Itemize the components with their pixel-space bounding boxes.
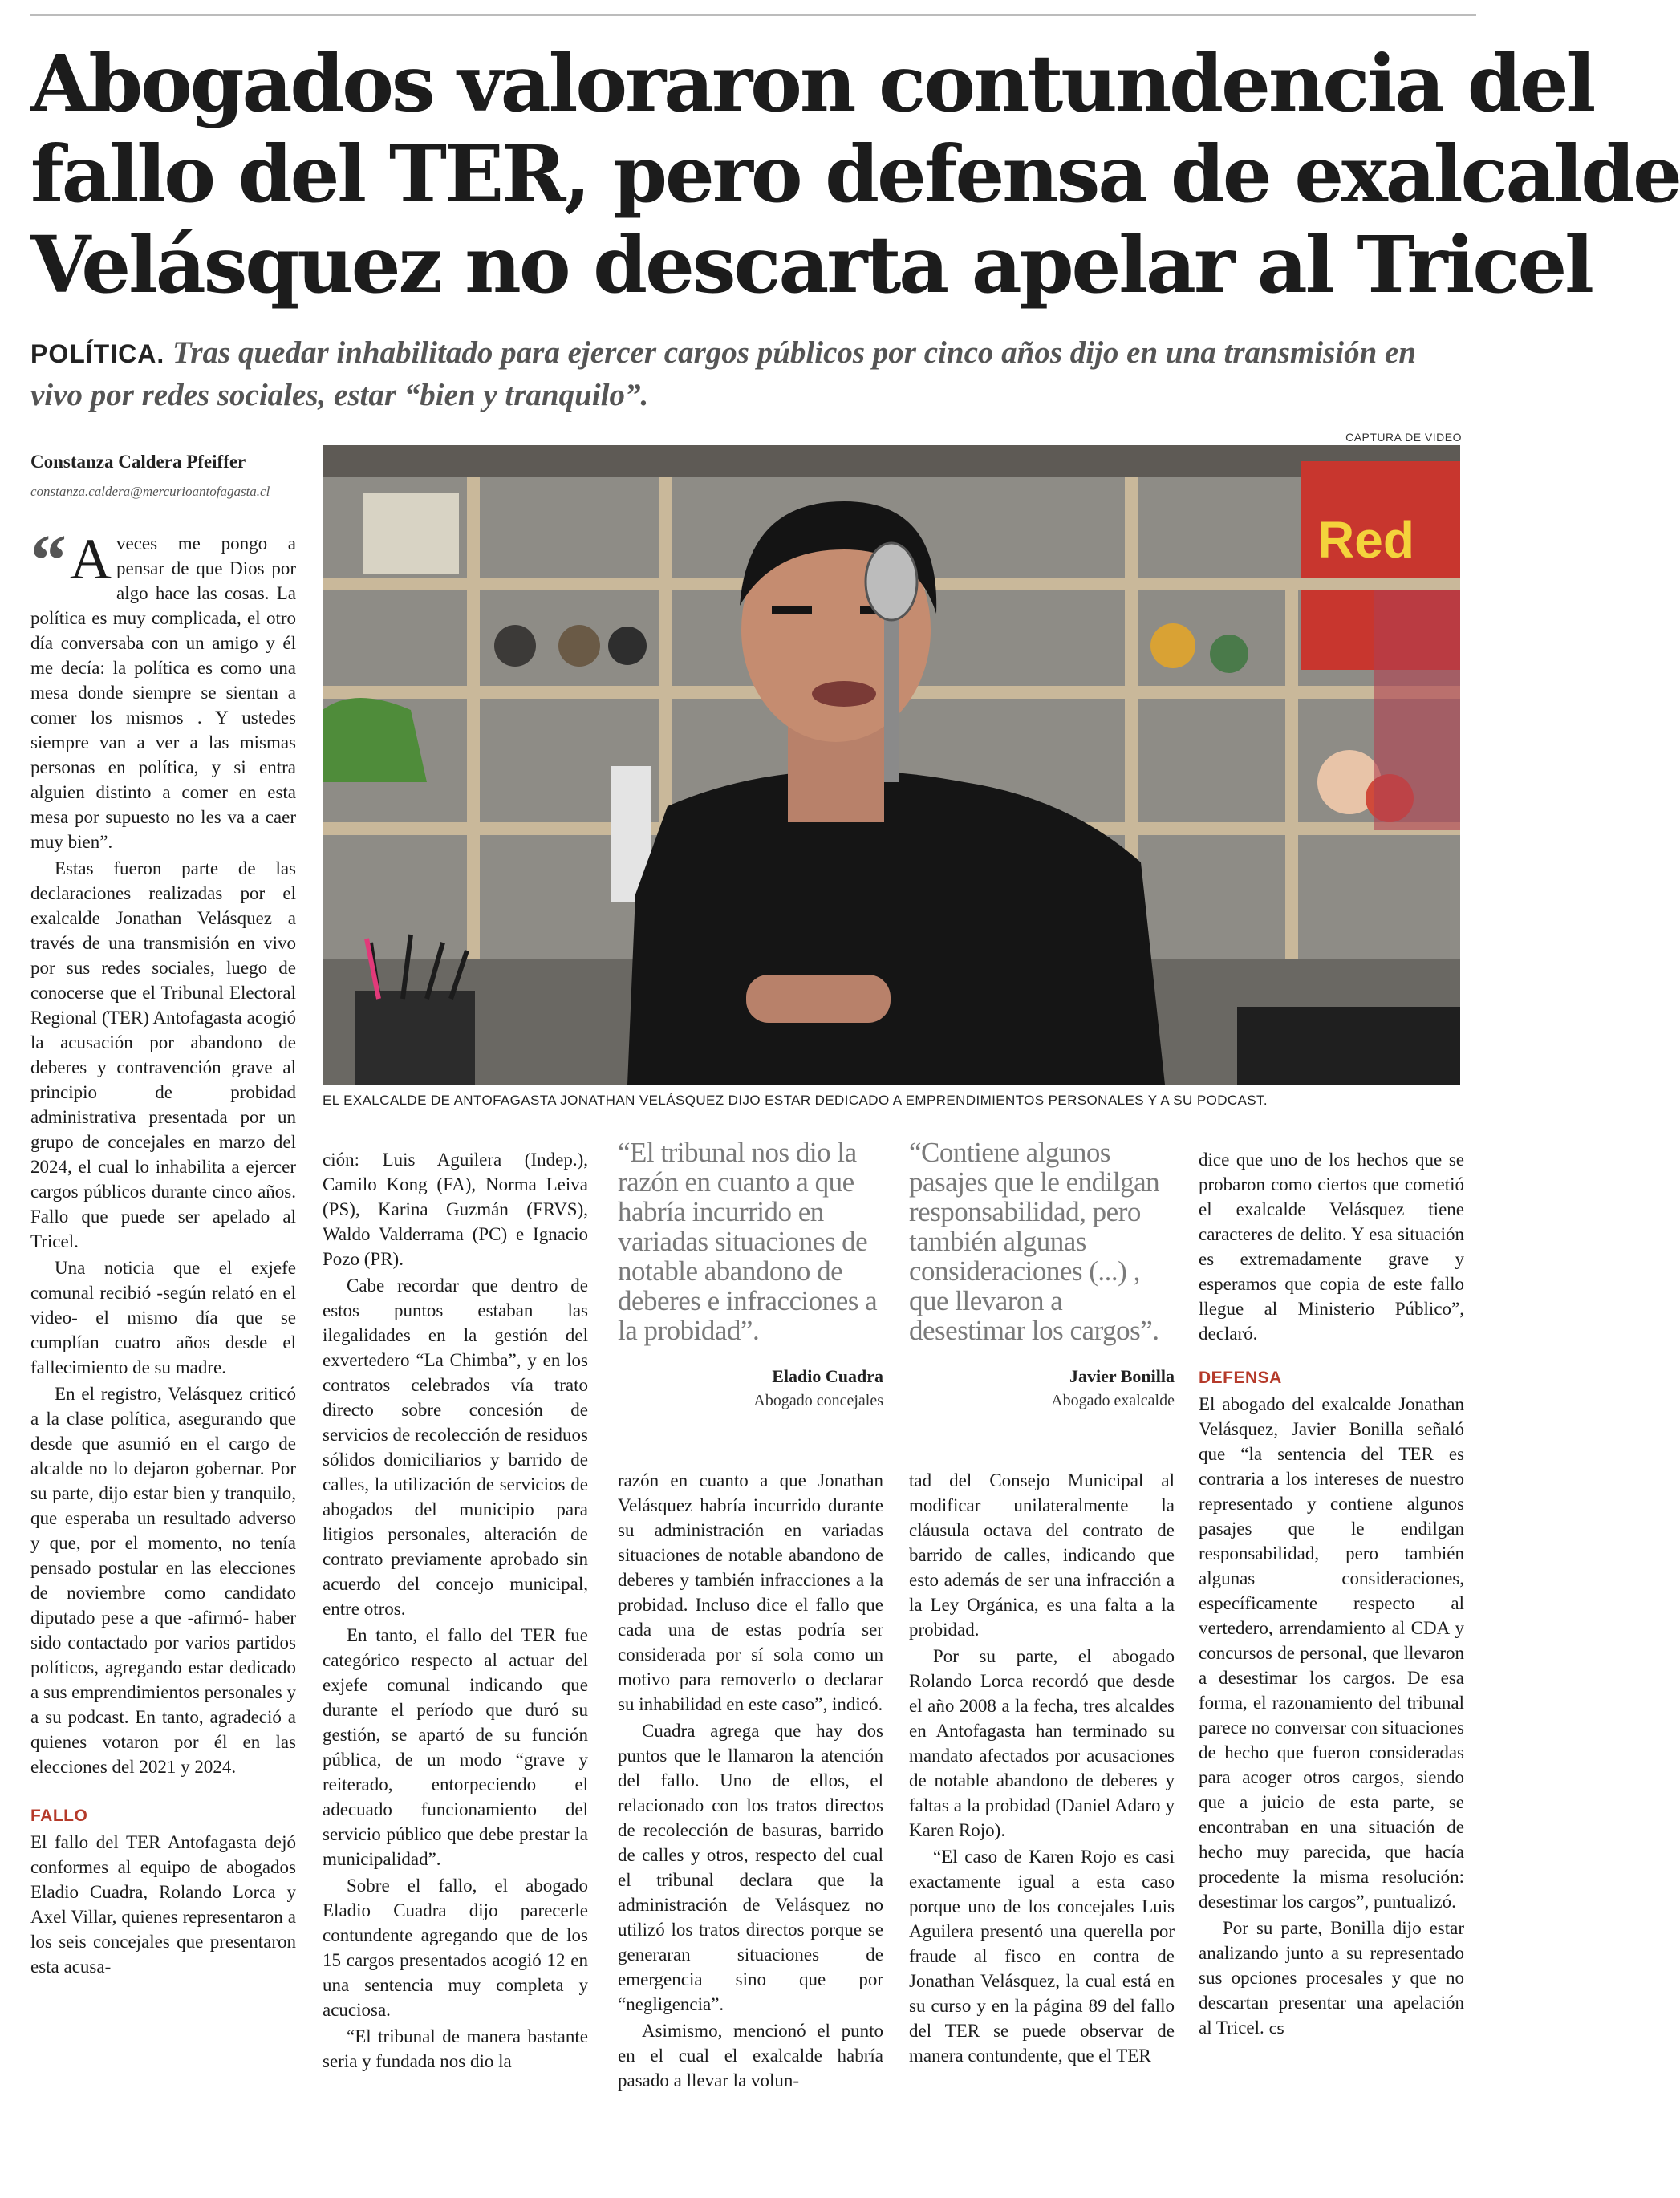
paragraph: En tanto, el fallo del TER fue categórico respecto al actuar del exjefe comunal indicando que durante el período que duró su gestión, se apartó de su función pública, de un modo “grave y reiterado, entorpeciendo el adecuado funcionamiento del servicio público que debe prestar la municipalidad”. xyxy=(323,1625,588,1869)
photo-illustration xyxy=(323,445,1460,1085)
pull-quote-role: Abogado exalcalde xyxy=(1051,1392,1175,1409)
paragraph: “El tribunal de manera bastante seria y fundada nos dio la xyxy=(323,2026,588,2071)
subhead-defensa: DEFENSA xyxy=(1199,1369,1282,1387)
dek-text: Tras quedar inhabilitado para ejercer cargos públicos por cinco años dijo en una transmisión en vivo por redes sociales, estar “bien y tranquilo”. xyxy=(30,335,1417,412)
paragraph: Cuadra agrega que hay dos puntos que le llamaron la atención del fallo. Uno de ellos, el relacionado con los tratos directos de recolección de basuras, barrido de calles y otros, respecto del cual el tribunal declara que la administración de Velásquez no utilizó los tratos directos porque se generaran situaciones de emergencia sino que por “negligencia”. xyxy=(618,1721,883,2014)
pull-quote-name: Javier Bonilla xyxy=(1069,1366,1175,1386)
paragraph: El fallo del TER Antofagasta dejó conformes al equipo de abogados Eladio Cuadra, Rolando Lorca y Axel Villar, quienes representaron a los seis concejales que presentaron esta acusa- xyxy=(30,1832,296,1977)
photo-credit: CAPTURA DE VIDEO xyxy=(1345,431,1462,444)
paragraph: Sobre el fallo, el abogado Eladio Cuadra dijo parecerle contundente agregando que de los 15 cargos presentados acogió 12 en una sentencia muy completa y acuciosa. xyxy=(323,1876,588,2020)
pull-quote-bonilla xyxy=(909,1138,1175,1410)
paragraph-text: Por su parte, Bonilla dijo estar analizando junto a su representado sus opciones procesales y que no descartan presentar una apelación al Tricel. xyxy=(1199,1918,1464,2038)
drop-quote-mark: “ xyxy=(30,521,67,600)
paragraph: En el registro, Velásquez criticó a la clase política, asegurando que desde que asumió en el cargo de alcalde no lo dejaron gobernar. Por su parte, dijo estar bien y tranquilo, que esperaba un resultado adverso y que, por el momento, no tenía pensado postular en las elecciones de noviembre como candidato diputado pese a que -afirmó- haber sido contactado por varios partidos políticos, agregando estar dedicado a sus emprendimientos personales y a su podcast. En tanto, agradeció a quienes votaron por él en las elecciones del 2021 y 2024. xyxy=(30,1384,296,1777)
paragraph: Por su parte, el abogado Rolando Lorca recordó que desde el año 2008 a la fecha, tres alcaldes en Antofagasta han terminado su mandato afectados por acusaciones de notable abandono de deberes y faltas a la probidad (Daniel Adaro y Karen Rojo). xyxy=(909,1646,1175,1840)
lead-text: veces me pongo a pensar de que Dios por algo hace las cosas. La política es muy complicada, el otro día conversaba con un amigo y él me decía: la política es como una mesa donde siempre se sientan a comer los mismos . Y ustedes siempre van a ver a las mismas personas en política, y si entra alguien distinto a comer en esta mesa por supuesto no les va a caer muy bien”. xyxy=(30,533,296,852)
author-name: Constanza Caldera Pfeiffer xyxy=(30,452,246,472)
paragraph: dice que uno de los hechos que se probaron como ciertos que cometió el exalcalde Velásquez tiene caracteres de delito. Y esa situación es extremadamente grave y esperamos que copia de este fallo llegue al Ministerio Público”, declaró. xyxy=(1199,1150,1464,1344)
lead-paragraph xyxy=(30,521,296,854)
pull-quote-text: “Contiene algunos pasajes que le endilgan responsabilidad, pero también algunas consideraciones (...) , que llevaron a desestimar los cargos”. xyxy=(909,1137,1160,1346)
drop-cap: A xyxy=(70,527,112,591)
column-1 xyxy=(30,521,296,1979)
paragraph: tad del Consejo Municipal al modificar unilateralmente la cláusula octava del contrato de barrido de calles, indicando que esto además de ser una infracción a la Ley Orgánica, es una falta a la probidad. xyxy=(909,1470,1175,1640)
pull-quote-role: Abogado concejales xyxy=(753,1392,883,1409)
paragraph: razón en cuanto a que Jonathan Velásquez habría incurrido durante su administración en variadas situaciones de notable abandono de deberes y también infracciones a la probidad. Incluso dice el fallo que cada una de estas podría ser considerada por sí sola como un motivo para removerlo o declarar su inhabilidad en este caso”, indicó. xyxy=(618,1470,883,1714)
top-rule xyxy=(30,14,1476,16)
paragraph: Estas fueron parte de las declaraciones realizadas por el exalcalde Jonathan Velásquez a través de una transmisión en vivo por sus redes sociales, luego de conocerse que el Tribunal Electoral Regional (TER) Antofagasta acogió la acusación por abandono de deberes y contravención grave al principio de probidad administrativa presentada por un grupo de concejales en marzo del 2024, el cual lo inhabilita a ejercer cargos públicos durante cinco años. Fallo que puede ser apelado al Tricel. xyxy=(30,858,296,1251)
column-3 xyxy=(618,1468,883,2093)
dek xyxy=(30,332,1467,416)
paragraph: Una noticia que el exjefe comunal recibió -según relató en el video- el mismo día que se cumplían cuatro años desde el fallecimiento de su madre. xyxy=(30,1258,296,1377)
column-2 xyxy=(323,1147,588,2074)
paragraph: Asimismo, mencionó el punto en el cual el exalcalde habría pasado a llevar la volun- xyxy=(618,2021,883,2091)
photo-caption: EL EXALCALDE DE ANTOFAGASTA JONATHAN VELÁSQUEZ DIJO ESTAR DEDICADO A EMPRENDIMIENTOS PERSONALES Y A SU PODCAST. xyxy=(323,1093,1268,1108)
poster-text: Red xyxy=(1317,511,1414,569)
end-mark-icon: cs xyxy=(1268,2021,1284,2038)
column-5 xyxy=(1199,1147,1464,2042)
paragraph xyxy=(1199,1916,1464,2042)
paragraph: El abogado del exalcalde Jonathan Velásquez, Javier Bonilla señaló que “la sentencia del TER es contraria a los intereses de nuestro representado y contiene algunos pasajes que le endilgan responsabilidad, pero también algunas consideraciones, específicamente respecto al vertedero, arrendamiento al CDA y concursos de personal, que llevaron a desestimar los cargos. De esa forma, el razonamiento del tribunal parece no conversar con situaciones de hecho que fueron consideradas para acoger otros cargos, siendo que a juicio de esta parte, se encontraban en una situación de hecho muy parecida, que hacía procedente la misma resolución: desestimar los cargos”, puntualizó. xyxy=(1199,1394,1464,1912)
headline xyxy=(30,38,1680,310)
article-photo xyxy=(323,445,1460,1085)
headline-line: Velásquez no descarta apelar al Tricel xyxy=(30,219,1593,310)
headline-line: Abogados valoraron contundencia del xyxy=(30,38,1594,129)
subhead-fallo: FALLO xyxy=(30,1807,88,1825)
paragraph: ción: Luis Aguilera (Indep.), Camilo Kong (FA), Norma Leiva (PS), Karina Guzmán (FRVS), Waldo Valderrama (PC) e Ignacio Pozo (PR). xyxy=(323,1150,588,1269)
section-label: POLÍTICA. xyxy=(30,339,165,368)
author-email: constanza.caldera@mercurioantofagasta.cl xyxy=(30,484,270,499)
paragraph: Cabe recordar que dentro de estos puntos estaban las ilegalidades en la gestión del exvertedero “La Chimba”, y en los contratos celebrados vía trato directo sobre concesión de servicios de recolección de residuos sólidos domiciliarios y barrido de calles, la utilización de servicios de abogados del municipio para litigios personales, alteración de contrato previamente aprobado sin acuerdo del concejo municipal, entre otros. xyxy=(323,1275,588,1619)
column-4 xyxy=(909,1468,1175,2068)
pull-quote-name: Eladio Cuadra xyxy=(772,1366,883,1386)
headline-line: fallo del TER, pero defensa de exalcalde xyxy=(30,128,1680,220)
paragraph: “El caso de Karen Rojo es casi exactamente igual a esta caso porque uno de los concejales Luis Aguilera presentó una querella por fraude al fisco en contra de Jonathan Velásquez, la cual está en su curso y en la página 89 del fallo del TER se puede observar de manera contundente, que el TER xyxy=(909,1847,1175,2066)
pull-quote-cuadra xyxy=(618,1138,883,1410)
pull-quote-text: “El tribunal nos dio la razón en cuanto a que habría incurrido en variadas situaciones de notable abandono de deberes e infracciones a la probidad”. xyxy=(618,1137,878,1346)
